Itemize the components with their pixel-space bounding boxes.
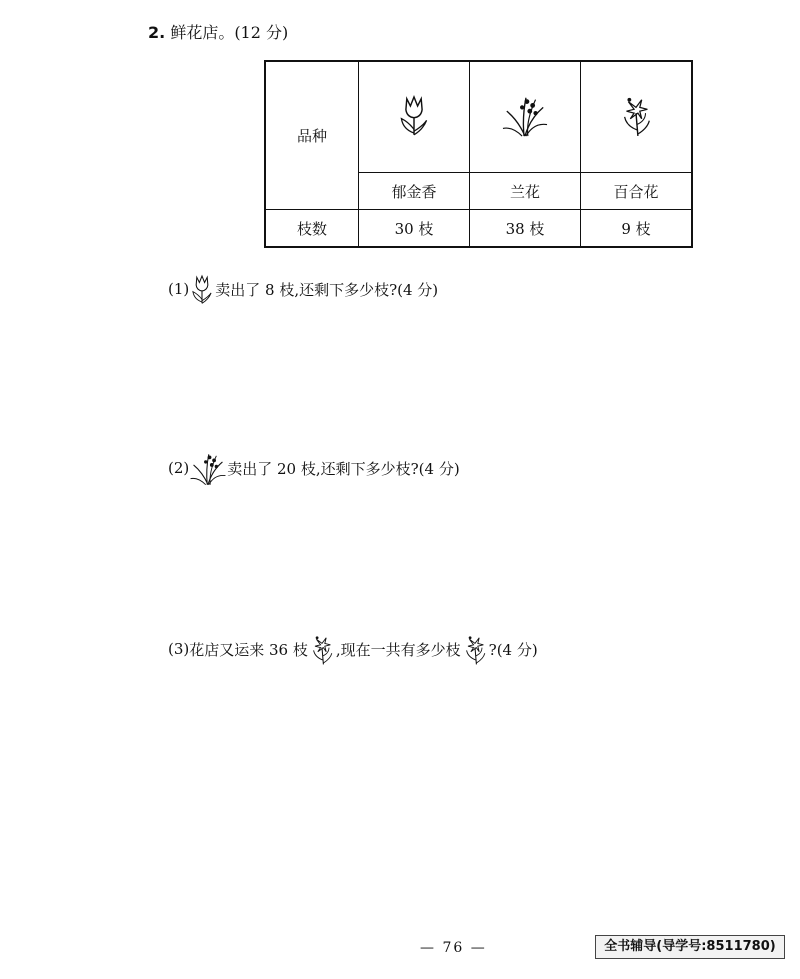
- lily-count: 9 枝: [581, 210, 693, 248]
- page-number: — 76 —: [420, 940, 487, 956]
- lily-icon: [617, 92, 655, 138]
- question-1-text: 卖出了 8 枝,还剩下多少枝?(4 分): [215, 280, 439, 299]
- tulip-cell: [359, 61, 470, 173]
- lily-cell: [581, 61, 693, 173]
- question-3: [168, 631, 538, 667]
- question-3-text-a: 花店又运来 36 枝: [189, 640, 308, 659]
- tulip-icon: [189, 272, 215, 306]
- question-3-text-c: ?(4 分): [488, 640, 538, 659]
- orchid-name: 兰花: [470, 173, 581, 210]
- question-3-text-b: ,现在一共有多少枝: [335, 640, 461, 659]
- count-header: 枝数: [265, 210, 359, 248]
- tulip-icon: [396, 93, 432, 137]
- question-1-prefix: (1): [168, 280, 190, 298]
- lily-icon: [308, 631, 336, 667]
- question-1: [168, 272, 438, 306]
- question-3-prefix: (3): [168, 640, 190, 658]
- guide-badge: 全书辅导(导学号:8511780): [595, 935, 785, 959]
- tulip-count: 30 枝: [359, 210, 470, 248]
- problem-heading: [148, 20, 288, 43]
- problem-number: 2.: [148, 23, 166, 42]
- question-2-prefix: (2): [168, 459, 190, 477]
- orchid-cell: [470, 61, 581, 173]
- variety-header: 品种: [265, 61, 359, 210]
- problem-title: 鲜花店。(12 分): [170, 23, 289, 42]
- lily-icon: [461, 631, 489, 667]
- tulip-name: 郁金香: [359, 173, 470, 210]
- orchid-icon: [189, 449, 227, 487]
- orchid-icon: [501, 92, 549, 138]
- flower-table: [264, 60, 693, 248]
- question-2: [168, 449, 460, 487]
- question-2-text: 卖出了 20 枝,还剩下多少枝?(4 分): [227, 459, 460, 478]
- lily-name: 百合花: [581, 173, 693, 210]
- orchid-count: 38 枝: [470, 210, 581, 248]
